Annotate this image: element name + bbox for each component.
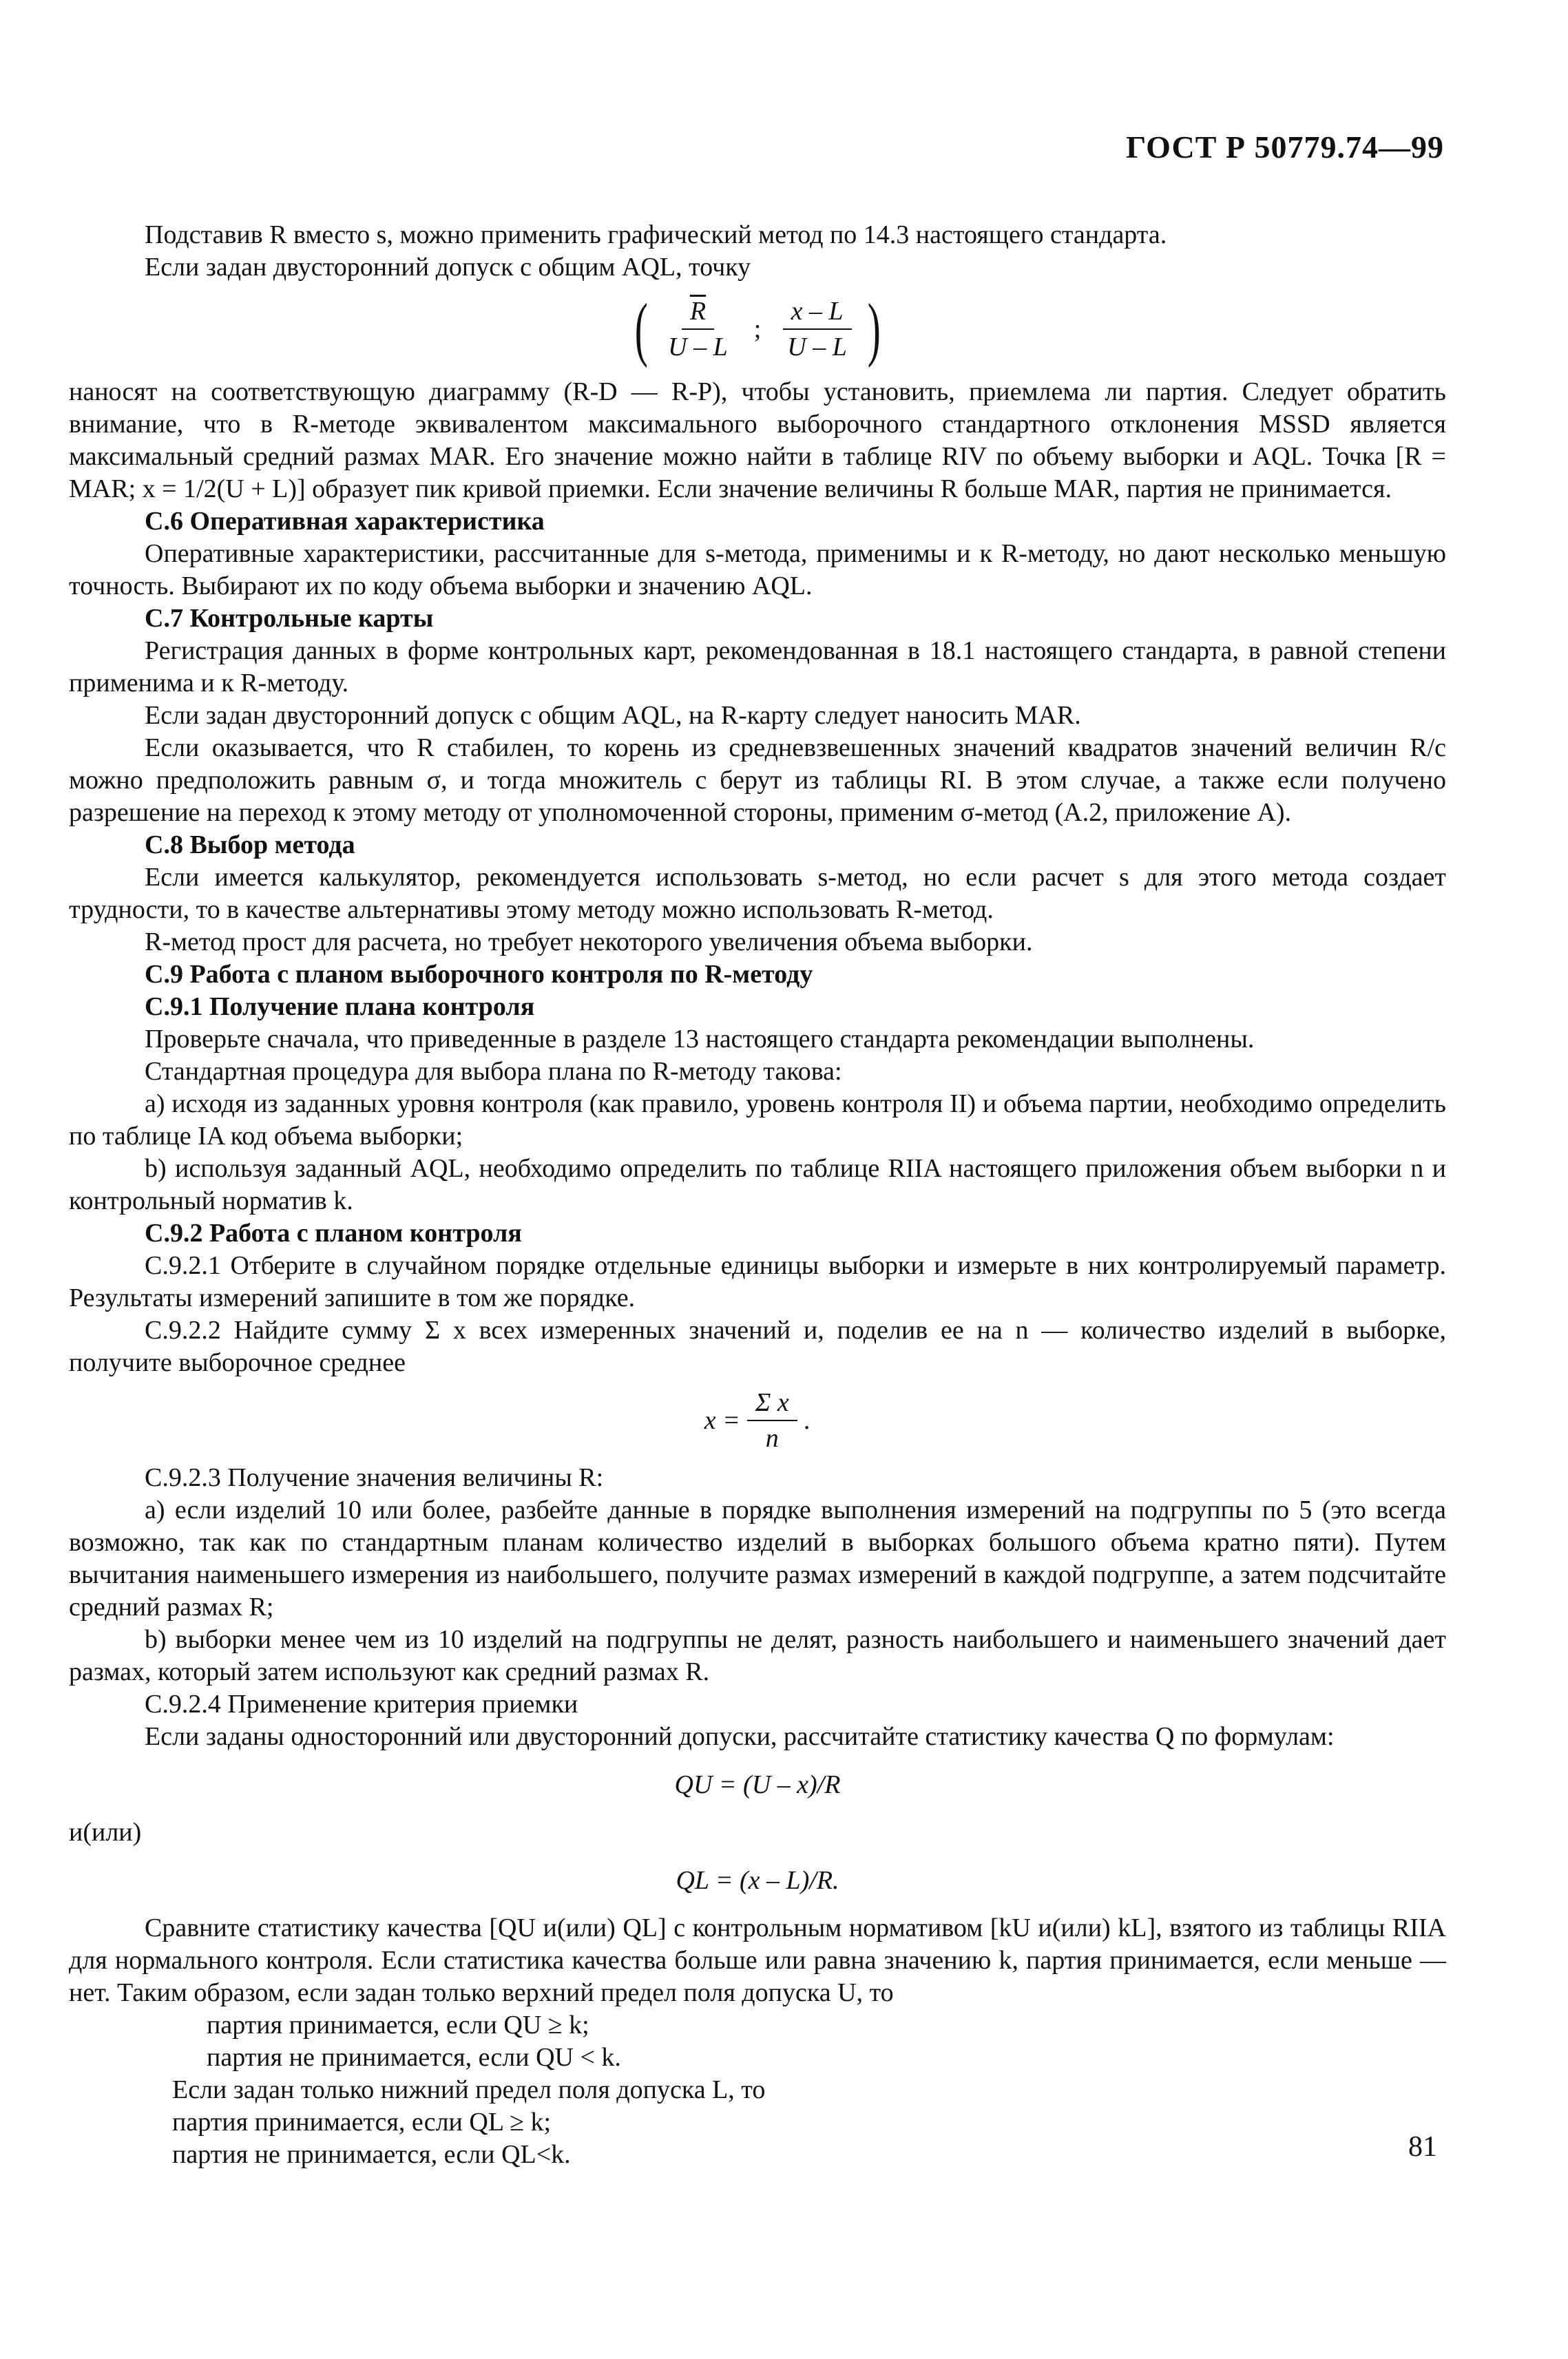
condition-line: партия принимается, если QL ≥ k; xyxy=(172,2108,552,2137)
fraction-right xyxy=(779,294,855,364)
paragraph: и(или) xyxy=(69,1818,142,1847)
section-heading: С.9.2 Работа с планом контроля xyxy=(145,1219,522,1248)
qu-formula: QU = (U – x)/R xyxy=(674,1770,841,1799)
document-body xyxy=(69,219,1446,2171)
paragraph: С.9.2.1 Отберите в случайном порядке отдельные единицы выборки и измерьте в них контролируемый параметр. Результаты измерений запишите в том же порядке. xyxy=(69,1251,1446,1312)
section-heading: С.9 Работа с планом выборочного контроля по R-методу xyxy=(145,960,813,989)
condition-line: партия принимается, если QU ≥ k; xyxy=(207,2011,589,2040)
left-paren: ( xyxy=(634,289,648,368)
mean-tail: . xyxy=(804,1405,811,1435)
paragraph: С.9.2.2 Найдите сумму Σ x всех измеренных значений и, поделив ее на n — количество изделий в выборке, получите выборочное среднее xyxy=(69,1316,1446,1377)
section-heading: С.8 Выбор метода xyxy=(145,830,355,859)
point-formula xyxy=(69,285,1446,373)
paragraph: Подставив R вместо s, можно применить графический метод по 14.3 настоящего стандарта. xyxy=(145,220,1167,249)
paragraph: Если имеется калькулятор, рекомендуется использовать s-метод, но если расчет s для этого метода создает трудности, то в качестве альтернативы этому методу можно использовать R-метод. xyxy=(69,863,1446,924)
fraction-denominator: U – L xyxy=(787,333,847,361)
paragraph: наносят на соответствующую диаграмму (R-D — R-P), чтобы установить, приемлема ли партия. Следует обратить внимание, что в R-методе эквивалентом максимального выборочного стандартного отклонения MSSD является максимальный средний размах MAR. Его значение можно найти в таблице RIV по объему выборки и AQL. Точка [R = MAR; x = 1/2(U + L)] образует пик кривой приемки. Если значение величины R больше MAR, партия не принимается. xyxy=(69,377,1446,503)
right-paren: ) xyxy=(867,289,881,368)
paragraph: Если оказывается, что R стабилен, то корень из средневзвешенных значений квадратов значений величин R/c можно предположить равным σ, и тогда множитель c берут из таблицы RI. В этом случае, а также если получено разрешение на переход к этому методу от уполномоченной стороны, применим σ-метод (А.2, приложение А). xyxy=(69,733,1446,827)
fraction-left xyxy=(660,294,736,364)
fraction-numerator: $\overline{R}$ xyxy=(682,294,714,330)
paragraph: R-метод прост для расчета, но требует некоторого увеличения объема выборки. xyxy=(145,927,1033,956)
list-item: b) выборки менее чем из 10 изделий на подгруппы не делят, разность наибольшего и наименьшего значений дает размах, который затем используют как средний размах R. xyxy=(69,1625,1446,1686)
list-item: а) исходя из заданных уровня контроля (как правило, уровень контроля II) и объема партии, необходимо определить по таблице IA код объема выборки; xyxy=(69,1089,1446,1151)
list-item: а) если изделий 10 или более, разбейте данные в порядке выполнения измерений на подгруппы по 5 (это всегда возможно, так как по стандартным планам количество изделий в выборках большого объема кратно пяти). Путем вычитания наименьшего измерения из наибольшего, получите размах измерений в каждой подгруппе, а затем подсчитайте средний размах R; xyxy=(69,1496,1446,1622)
paragraph: С.9.2.4 Применение критерия приемки xyxy=(145,1690,578,1719)
condition-line: партия не принимается, если QL<k. xyxy=(172,2140,571,2169)
ql-formula: QL = (x – L)/R. xyxy=(676,1865,839,1895)
fraction-numerator: x – L xyxy=(783,294,852,330)
section-heading: С.7 Контрольные карты xyxy=(145,604,434,633)
paragraph: Если задан только нижний предел поля допуска L, то xyxy=(172,2075,766,2104)
paragraph: Проверьте сначала, что приведенные в разделе 13 настоящего стандарта рекомендации выполнены. xyxy=(145,1025,1255,1053)
condition-line: партия не принимается, если QU < k. xyxy=(207,2043,621,2072)
paragraph: Если заданы односторонний или двусторонний допуски, рассчитайте статистику качества Q по формулам: xyxy=(145,1722,1335,1751)
paragraph: Стандартная процедура для выбора плана по R-методу такова: xyxy=(145,1057,842,1086)
fraction-denominator: n xyxy=(765,1424,779,1453)
mean-fraction xyxy=(747,1385,797,1456)
paragraph: Оперативные характеристики, рассчитанные для s-метода, применимы и к R-методу, но дают несколько меньшую точность. Выбирают их по коду объема выборки и значению AQL. xyxy=(69,539,1446,600)
paragraph: Сравните статистику качества [QU и(или) QL] с контрольным нормативом [kU и(или) kL], взятого из таблицы RIIA для нормального контроля. Если статистика качества больше или равна значению k, партия принимается, если меньше — нет. Таким образом, если задан только верхний предел поля допуска U, то xyxy=(69,1914,1446,2007)
paragraph: Если задан двусторонний допуск с общим AQL, точку xyxy=(145,253,751,282)
paragraph: Регистрация данных в форме контрольных карт, рекомендованная в 18.1 настоящего стандарта, в равной степени применима и к R-методу. xyxy=(69,636,1446,698)
page-number: 81 xyxy=(1408,2131,1437,2163)
fraction-denominator: U – L xyxy=(668,333,728,361)
list-item: b) используя заданный AQL, необходимо определить по таблице RIIA настоящего приложения объем выборки n и контрольный норматив k. xyxy=(69,1154,1446,1215)
mean-formula xyxy=(69,1379,1446,1462)
section-heading: С.6 Оперативная характеристика xyxy=(145,507,545,536)
fraction-numerator: Σ x xyxy=(747,1385,797,1421)
paragraph: Если задан двусторонний допуск с общим AQL, на R-карту следует наносить MAR. xyxy=(145,701,1081,730)
mean-lhs: x = xyxy=(704,1405,740,1435)
document-header: ГОСТ Р 50779.74—99 xyxy=(1126,129,1444,165)
formula-separator: ; xyxy=(753,314,762,344)
section-heading: С.9.1 Получение плана контроля xyxy=(145,992,535,1021)
paragraph: С.9.2.3 Получение значения величины R: xyxy=(145,1463,604,1492)
